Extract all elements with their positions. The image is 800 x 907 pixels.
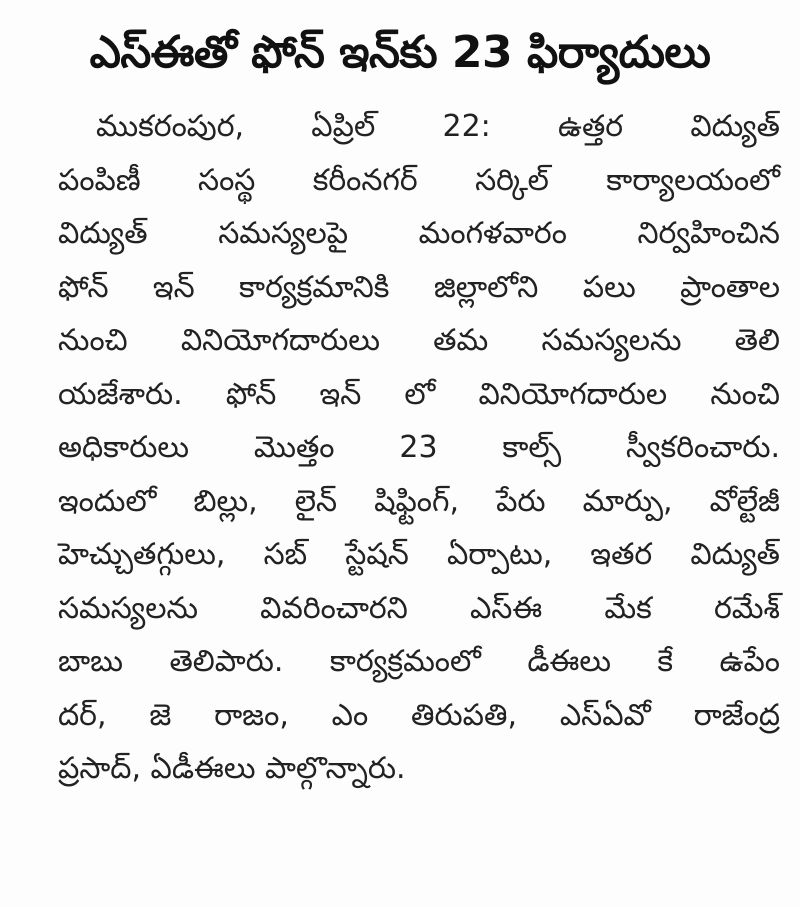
article-line: ఇందులో బిల్లు, లైన్ షిఫ్టింగ్, పేరు మార్పు, వోల్టేజీ <box>58 483 780 519</box>
article-line: పంపిణీ సంస్థ కరీంనగర్ సర్కిల్ కార్యాలయంలో <box>58 162 780 198</box>
article-line: దర్, జె రాజం, ఎం తిరుపతి, ఎస్ఏవో రాజేంద్ర <box>58 697 780 733</box>
headline: ఎస్ఈతో ఫోన్ ఇన్‌కు 23 ఫిర్యాదులు <box>89 27 711 78</box>
article-line: బాబు తెలిపారు. కార్యక్రమంలో డీఈలు కే ఉపేం <box>58 644 780 679</box>
article-line: హెచ్చుతగ్గులు, సబ్ స్టేషన్ ఏర్పాటు, ఇతర విద్యుత్ <box>58 537 780 572</box>
article-body <box>58 100 780 796</box>
article-line: ముకరంపుర, ఏప్రిల్ 22: ఉత్తర విద్యుత్ <box>96 109 780 144</box>
article-line: యజేశారు. ఫోన్ ఇన్ లో వినియోగదారుల నుంచి <box>58 376 780 412</box>
article-line: నుంచి వినియోగదారులు తమ సమస్యలను తెలి <box>58 323 780 358</box>
article-line: సమస్యలను వివరించారని ఎస్ఈ మేక రమేశ్ <box>58 590 780 626</box>
article-line: ఫోన్ ఇన్ కార్యక్రమానికి జిల్లాలోని పలు ప్రాంతాల <box>58 269 780 305</box>
article-line: అధికారులు మొత్తం 23 కాల్స్ స్వీకరించారు. <box>58 430 780 465</box>
article-line: విద్యుత్ సమస్యలపై మంగళవారం నిర్వహించిన <box>58 216 780 251</box>
article-line: ప్రసాద్, ఏడీఈలు పాల్గొన్నారు. <box>58 751 406 786</box>
